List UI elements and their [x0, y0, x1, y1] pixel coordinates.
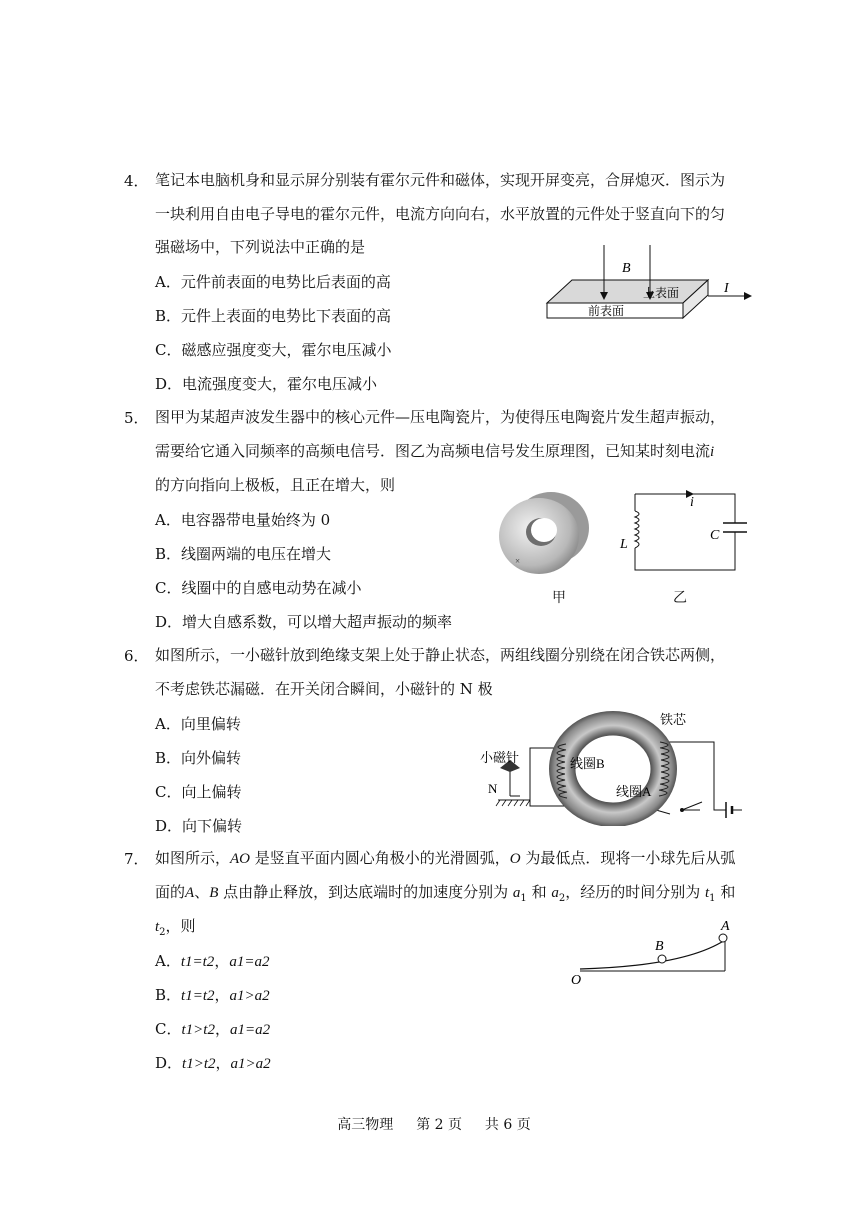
- arc-track-figure: [565, 918, 740, 988]
- piezo-ceramic-figure: [495, 490, 595, 580]
- front-face-label: 前表面: [588, 304, 625, 318]
- q6-option-c: C．向上偏转: [155, 783, 242, 801]
- q4-option-a: A．元件前表面的电势比后表面的高: [155, 273, 391, 291]
- inductor-label: L: [620, 537, 628, 552]
- point-a-label: A: [721, 919, 730, 934]
- hall-element-figure: [540, 240, 760, 325]
- q7-option-label: C．: [155, 1020, 182, 1038]
- q7-option-label: B．: [155, 986, 182, 1004]
- q7-var-a: a: [551, 885, 559, 901]
- q7-text: 点由静止释放，到达底端时的加速度分别为: [218, 883, 513, 901]
- q7-separator: ，: [215, 1054, 231, 1072]
- q7-text: 和: [715, 883, 736, 901]
- q5-option-c: C．线圈中的自感电动势在减小: [155, 579, 362, 597]
- q7-text: 如图所示，: [155, 849, 231, 867]
- coil-a-label: 线圈A: [616, 784, 652, 799]
- q7-point-o: O: [509, 851, 521, 867]
- q4-stem-line-3: 强磁场中，下列说法中正确的是: [155, 238, 366, 256]
- q5-number: 5．: [124, 409, 149, 427]
- q4-option-b: B．元件上表面的电势比下表面的高: [155, 307, 392, 325]
- q7-subscript: 2: [558, 893, 566, 904]
- q7-time-relation: t1>t2: [182, 1056, 216, 1072]
- q5-stem-line-1: 图甲为某超声波发生器中的核心元件—压电陶瓷片，为使得压电陶瓷片发生超声振动，: [155, 408, 726, 426]
- q7-accel-relation: a1>a2: [229, 988, 270, 1004]
- q7-text: 、: [194, 883, 210, 901]
- q6-option-a: A．向里偏转: [155, 715, 241, 733]
- point-b-label: B: [655, 939, 664, 954]
- q7-accel-relation: a1=a2: [229, 954, 270, 970]
- q7-separator: ，: [214, 986, 230, 1004]
- q7-subscript: 1: [709, 893, 716, 904]
- coil-b-label: 线圈B: [570, 756, 605, 771]
- q6-option-d: D．向下偏转: [155, 817, 243, 835]
- q7-text: 面的: [155, 883, 186, 901]
- q7-option-label: A．: [155, 952, 181, 970]
- q5-option-b: B．线圈两端的电压在增大: [155, 545, 332, 563]
- q5-current-symbol: i: [710, 444, 715, 460]
- iron-core-label: 铁芯: [660, 712, 687, 727]
- q6-stem-line-1: 如图所示，一小磁针放到绝缘支架上处于静止状态，两组线圈分别绕在闭合铁芯两侧，: [155, 646, 726, 664]
- q7-time-relation: t1=t2: [180, 954, 215, 970]
- q7-accel-relation: a1>a2: [230, 1056, 271, 1072]
- lc-circuit-figure: [610, 484, 750, 579]
- q7-stem-line-1: [155, 848, 735, 869]
- q7-point-a: A: [185, 885, 195, 901]
- q4-stem-line-1: 笔记本电脑机身和显示屏分别装有霍尔元件和磁体，实现开屏变亮，合屏熄灭．图示为: [155, 171, 726, 189]
- page-footer: [0, 1114, 868, 1134]
- q7-text: ，经历的时间分别为: [565, 883, 705, 901]
- q7-text: 是竖直平面内圆心角极小的光滑圆弧，: [250, 849, 510, 867]
- iron-core-figure: [470, 706, 750, 826]
- q7-option-b: [155, 984, 270, 1005]
- q7-var-a: a: [512, 885, 521, 901]
- footer-subject: 高三物理: [337, 1117, 394, 1133]
- q7-point-b: B: [209, 885, 219, 901]
- point-o-label: O: [571, 973, 582, 988]
- figure-yi-caption: 乙: [673, 590, 687, 606]
- q7-number: 7．: [124, 850, 149, 868]
- q7-separator: ，: [214, 1020, 230, 1038]
- q7-text: ，则: [165, 917, 196, 935]
- needle-label: 小磁针: [480, 750, 520, 765]
- q4-stem-line-2: 一块利用自由电子导电的霍尔元件，电流方向向右，水平放置的元件处于竖直向下的匀: [155, 205, 726, 223]
- q4-option-c: C．磁感应强度变大，霍尔电压减小: [155, 341, 392, 359]
- magnetic-field-label: B: [622, 261, 631, 276]
- q6-option-b: B．向外偏转: [155, 749, 242, 767]
- q7-arc-symbol: AO: [230, 851, 251, 867]
- q7-stem-line-3: [155, 916, 196, 943]
- q7-var-t: t: [155, 919, 160, 935]
- q7-option-d: [155, 1052, 271, 1073]
- q5-stem-line-3: 的方向指向上极板，且正在增大，则: [155, 476, 396, 494]
- q7-option-label: D．: [155, 1054, 183, 1072]
- q4-option-d: D．电流强度变大，霍尔电压减小: [155, 375, 378, 393]
- q7-var-t: t: [705, 885, 710, 901]
- q5-option-a: A．电容器带电量始终为 0: [155, 511, 331, 529]
- figure-jia-caption: 甲: [552, 590, 566, 606]
- q7-option-c: [155, 1018, 270, 1039]
- svg-text:×: ×: [515, 556, 521, 566]
- q7-time-relation: t1=t2: [181, 988, 215, 1004]
- q7-separator: ，: [214, 952, 230, 970]
- q7-subscript: 1: [520, 893, 527, 904]
- footer-total: 共 6 页: [484, 1117, 531, 1133]
- q7-text: 和: [526, 883, 552, 901]
- capacitor-label: C: [710, 528, 720, 543]
- q5-option-d: D．增大自感系数，可以增大超声振动的频率: [155, 613, 453, 631]
- q7-accel-relation: a1=a2: [229, 1022, 271, 1038]
- q6-stem-line-2: 不考虑铁芯漏磁．在开关闭合瞬间，小磁针的 N 极: [155, 680, 493, 698]
- q4-number: 4．: [124, 172, 149, 190]
- q7-stem-line-2: [155, 882, 735, 909]
- q7-option-a: [155, 950, 269, 971]
- q7-subscript: 2: [159, 927, 166, 938]
- current-label: I: [724, 281, 729, 296]
- q6-number: 6．: [124, 647, 149, 665]
- q7-time-relation: t1>t2: [181, 1022, 215, 1038]
- q7-text: 为最低点．现将一小球先后从弧: [520, 849, 736, 867]
- north-pole-label: N: [488, 781, 498, 796]
- circuit-current-label: i: [690, 495, 694, 510]
- top-face-label: 上表面: [643, 286, 680, 300]
- q5-stem-line-2: [155, 441, 714, 462]
- q5-stem-line-2-text: 需要给它通入同频率的高频电信号．图乙为高频电信号发生原理图，已知某时刻电流: [155, 442, 711, 460]
- footer-page: 第 2 页: [416, 1117, 462, 1133]
